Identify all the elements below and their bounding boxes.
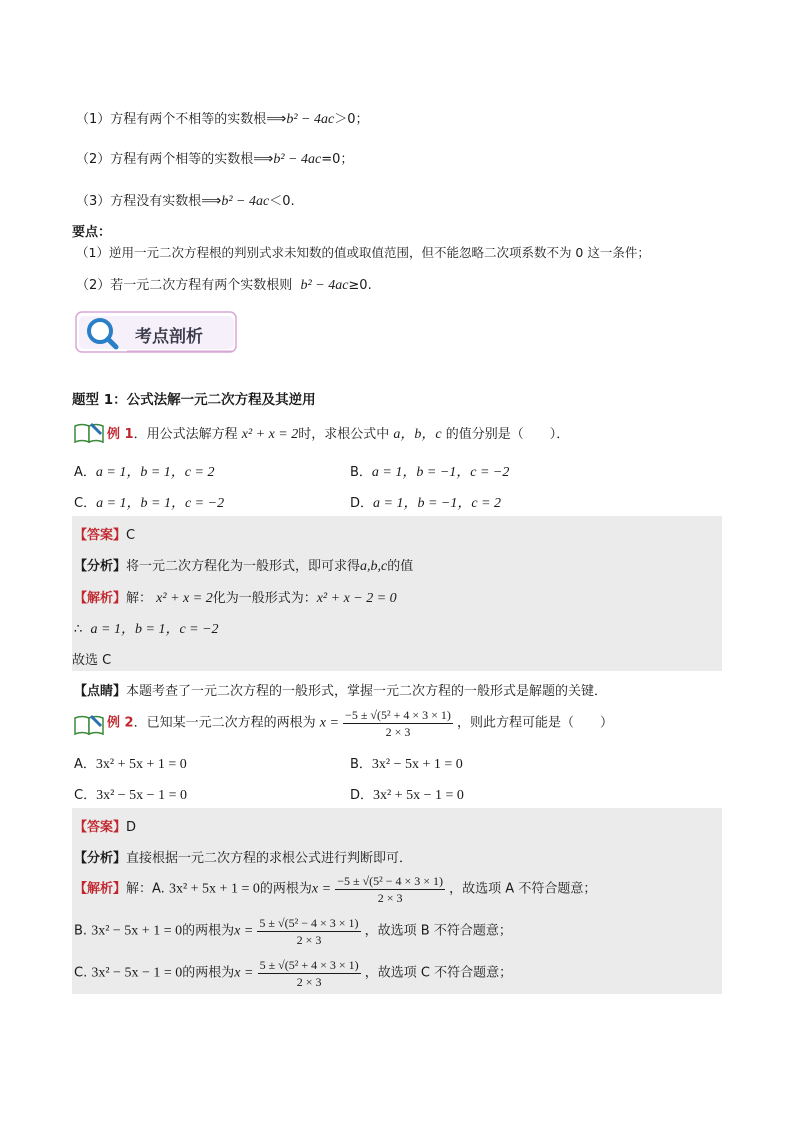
solution-fraction (257, 916, 360, 947)
example-1-stem-b: 时，求根公式中 (298, 427, 390, 442)
option-text: 3x² + 5x − 1 = 0 (373, 788, 464, 803)
example-1-choose: 故选 C (72, 653, 112, 668)
therefore-symbol: ∴ (74, 622, 83, 637)
key-point-2-text: （2）若一元二次方程有两个实数根则 (76, 278, 293, 293)
discriminant-item-2-text: （2）方程有两个相等的实数根 (76, 152, 254, 167)
discriminant-expr: b² − 4ac (300, 278, 349, 293)
example-1-analysis (74, 555, 413, 575)
solution-eq: 3x² + 5x + 1 = 0 (168, 881, 260, 897)
option-text: a = 1，b = −1，c = 2 (373, 496, 502, 511)
option-letter: D． (350, 496, 374, 511)
analysis-tag: 【分析】 (74, 851, 127, 866)
discriminant-condition: =0； (321, 152, 354, 167)
fraction-denominator: 2 × 3 (296, 975, 322, 989)
option-text: a = 1，b = −1，c = −2 (371, 465, 510, 480)
example-1-comment (74, 680, 607, 699)
example-2-stem-a: ．已知某一元二次方程的两根为 (133, 715, 316, 731)
fraction-numerator: 5 ± √(5² − 4 × 3 × 1) (259, 916, 359, 930)
solution-x-eq: x = (234, 923, 254, 939)
example-2-x-eq: x = (319, 715, 339, 731)
solution-prefix: C. (74, 965, 88, 981)
solution-tag: 【解析】 (74, 881, 127, 897)
key-points-heading: 要点： (72, 225, 112, 240)
fraction-denominator: 2 × 3 (385, 725, 411, 739)
option-letter: A． (74, 757, 96, 772)
solution-eq-2: x² + x − 2 = 0 (316, 591, 397, 606)
option-d (350, 492, 501, 512)
solution-fraction (258, 958, 361, 989)
implies-arrow: ⟹ (253, 152, 274, 167)
discriminant-item-3 (76, 190, 295, 210)
key-point-2-condition: ≥0. (348, 278, 372, 293)
analysis-text-a: 将一元二次方程化为一般形式，即可求得 (126, 559, 361, 574)
solution-tag: 【解析】 (74, 591, 127, 606)
solution-mid: 的两根为 (182, 923, 235, 939)
solution-eq-1: x² + x = 2 (156, 591, 213, 606)
example-2-solution-line-a (74, 874, 596, 905)
analysis-vars: a,b,c (360, 559, 388, 574)
example-2-root-fraction (343, 708, 453, 739)
discriminant-item-2 (76, 148, 353, 168)
discriminant-item-1-text: （1）方程有两个不相等的实数根 (76, 112, 267, 127)
option-text: 3x² + 5x + 1 = 0 (95, 757, 187, 772)
option-a (74, 753, 187, 773)
example-2-solution-line-b (74, 916, 512, 947)
option-c (74, 784, 187, 804)
comment-tag: 【点睛】 (74, 684, 127, 699)
key-point-1: （1）逆用一元二次方程根的判别式求未知数的值或取值范围，但不能忽略二次项系数不为 0 这一条件； (76, 245, 650, 260)
option-letter: B． (350, 757, 372, 772)
example-1-answer (74, 524, 135, 543)
example-1-equation: x² + x = 2 (241, 427, 299, 442)
option-letter: A． (74, 465, 96, 480)
implies-arrow: ⟹ (201, 194, 222, 209)
comment-text: 本题考查了一元二次方程的一般形式，掌握一元二次方程的一般形式是解题的关键． (126, 684, 608, 699)
discriminant-condition: ＞0； (334, 112, 369, 127)
example-2-label: 例 2 (107, 715, 134, 731)
solution-eq: 3x² − 5x + 1 = 0 (91, 923, 183, 939)
implies-arrow: ⟹ (266, 112, 287, 127)
solution-prefix: B. (74, 923, 88, 939)
fraction-denominator: 2 × 3 (377, 891, 403, 905)
solution-mid: 的两根为 (259, 881, 312, 897)
book-pencil-icon (73, 712, 107, 736)
key-point-2 (76, 274, 372, 294)
example-2-analysis (74, 847, 412, 866)
answer-tag: 【答案】 (74, 820, 127, 835)
option-b (350, 461, 509, 481)
discriminant-expr: b² − 4ac (273, 152, 322, 167)
analysis-text-b: 的值 (387, 559, 414, 574)
answer-tag: 【答案】 (74, 528, 127, 543)
solution-x-eq: x = (311, 881, 332, 897)
solution-text-a: 解： (126, 591, 153, 606)
option-letter: B． (350, 465, 372, 480)
discriminant-condition: ＜0. (269, 194, 295, 209)
solution-fraction (335, 874, 445, 905)
solution-eq: 3x² − 5x − 1 = 0 (91, 965, 183, 981)
option-text: 3x² − 5x + 1 = 0 (371, 757, 463, 772)
option-c (74, 492, 224, 512)
answer-value: C (126, 528, 136, 543)
section-title: 题型 1：公式法解一元二次方程及其逆用 (72, 392, 316, 408)
example-2-solution-line-c (74, 958, 512, 989)
solution-x-eq: x = (234, 965, 254, 981)
example-1-stem-a: ．用公式法解方程 (133, 427, 238, 442)
option-d (350, 784, 464, 804)
example-2-stem (107, 708, 613, 739)
solution-mid: 的两根为 (182, 965, 235, 981)
example-1-therefore (74, 618, 219, 638)
discriminant-item-3-text: （3）方程没有实数根 (76, 194, 202, 209)
option-b (350, 753, 463, 773)
example-1-stem-c: 的值分别是（ ）． (445, 427, 570, 442)
fraction-denominator: 2 × 3 (296, 933, 322, 947)
fraction-numerator: −5 ± √(5² + 4 × 3 × 1) (345, 708, 451, 722)
section-banner (75, 308, 237, 356)
fraction-numerator: −5 ± √(5² − 4 × 3 × 1) (337, 874, 444, 888)
option-text: 3x² − 5x − 1 = 0 (96, 788, 187, 803)
option-letter: C． (74, 788, 97, 803)
option-a (74, 461, 214, 481)
solution-tail: ，故选项 A 不符合题意； (449, 881, 597, 897)
example-1-vars: a，b，c (393, 427, 442, 442)
solution-tail: ，故选项 C 不符合题意； (364, 965, 513, 981)
solution-tail: ，故选项 B 不符合题意； (364, 923, 512, 939)
option-text: a = 1，b = 1，c = 2 (95, 465, 215, 480)
answer-value: D (126, 820, 137, 835)
example-2-answer (74, 816, 136, 835)
analysis-tag: 【分析】 (74, 559, 127, 574)
option-letter: C． (74, 496, 97, 511)
discriminant-expr: b² − 4ac (286, 112, 335, 127)
banner-title: 考点剖析 (135, 327, 203, 347)
example-2-stem-b: ，则此方程可能是（ ） (457, 715, 614, 731)
example-1-solution (74, 587, 397, 607)
example-1-label: 例 1 (107, 427, 134, 442)
option-text: a = 1，b = 1，c = −2 (96, 496, 225, 511)
book-pencil-icon (73, 420, 107, 444)
solution-text-b: 化为一般形式为： (212, 591, 317, 606)
discriminant-expr: b² − 4ac (221, 194, 270, 209)
solution-prefix: 解：A. (126, 881, 165, 897)
discriminant-item-1 (76, 108, 369, 128)
fraction-numerator: 5 ± √(5² + 4 × 3 × 1) (259, 958, 359, 972)
therefore-text: a = 1，b = 1，c = −2 (90, 622, 219, 637)
magnifier-icon (85, 316, 119, 350)
analysis-text: 直接根据一元二次方程的求根公式进行判断即可． (126, 851, 413, 866)
option-letter: D． (350, 788, 374, 803)
example-1-stem (107, 423, 569, 443)
